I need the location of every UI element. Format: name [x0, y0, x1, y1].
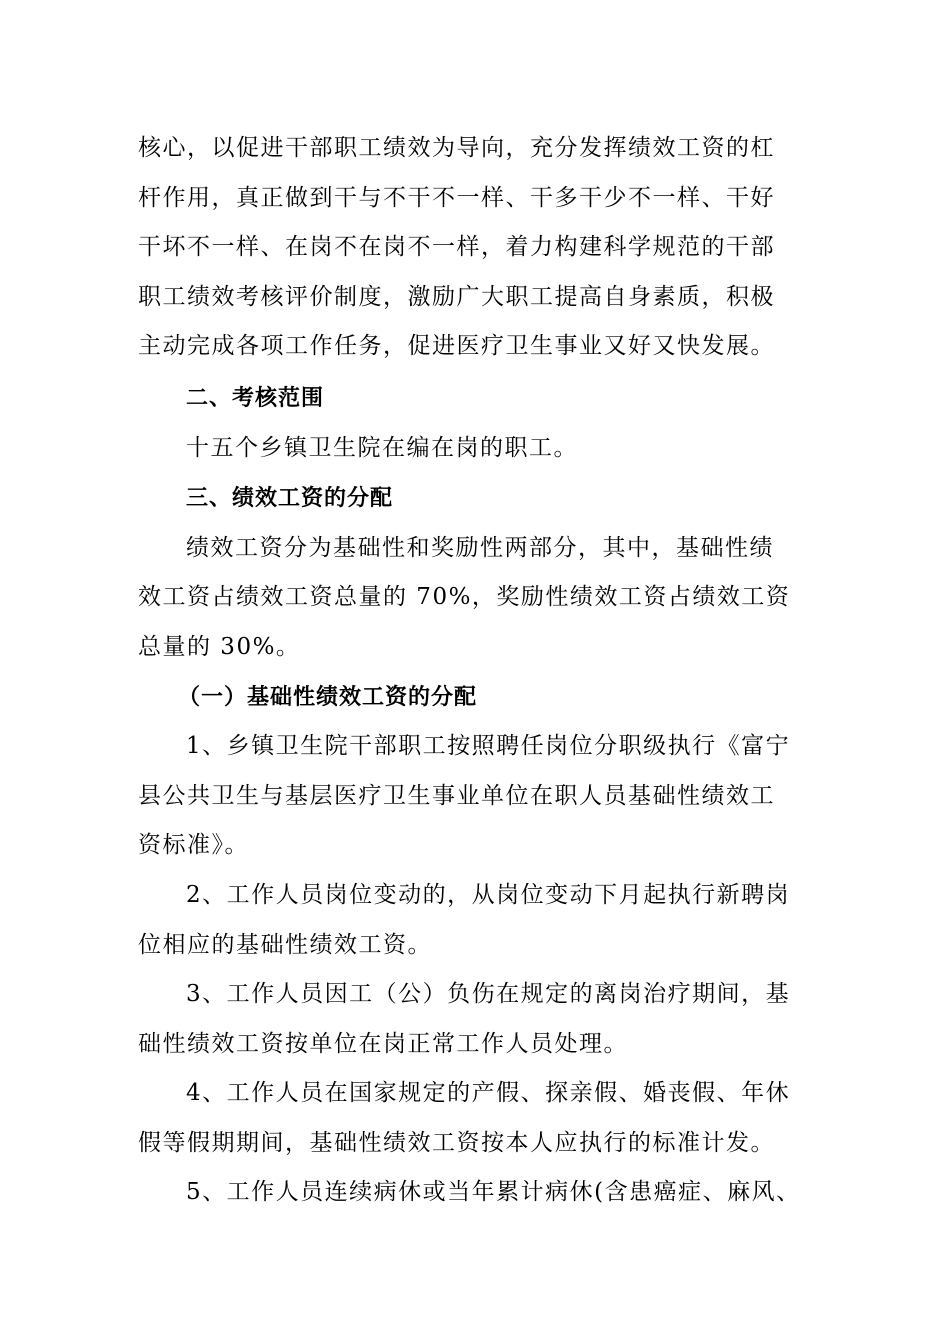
intro-line: 干坏不一样、在岗不在岗不一样，着力构建科学规范的干部 [138, 234, 775, 260]
section2-heading: 二、考核范围 [186, 386, 325, 411]
subsection1-heading: （一）基础性绩效工资的分配 [178, 685, 478, 710]
section2-text: 十五个乡镇卫生院在编在岗的职工。 [186, 434, 578, 461]
section3-line: 效工资占绩效工资总量的 70%，奖励性绩效工资占绩效工资 [138, 584, 791, 610]
section3-line: 总量的 30%。 [138, 633, 301, 660]
section2 [138, 374, 818, 473]
subsection1 [138, 673, 818, 723]
item3-line: 3、工作人员因工（公）负伤在规定的离岗治疗期间，基 [186, 981, 791, 1007]
item1-line: 1、乡镇卫生院干部职工按照聘任岗位分职级执行《富宁 [186, 733, 791, 759]
item1-line: 县公共卫生与基层医疗卫生事业单位在职人员基础性绩效工 [138, 782, 775, 809]
section3 [138, 474, 818, 672]
item2-line: 2、工作人员岗位变动的，从岗位变动下月起执行新聘岗 [186, 882, 791, 908]
item4-line: 假等假期期间，基础性绩效工资按本人应执行的标准计发。 [138, 1129, 775, 1156]
item3-paragraph [138, 970, 818, 1069]
section3-heading: 三、绩效工资的分配 [186, 486, 394, 511]
item1-paragraph [138, 722, 818, 871]
item1-line: 资标准》。 [138, 832, 249, 858]
item5-paragraph [138, 1168, 818, 1218]
intro-line: 主动完成各项工作任务，促进医疗卫生事业又好又快发展。 [138, 333, 775, 359]
intro-line: 职工绩效考核评价制度，激励广大职工提高自身素质，积极 [138, 283, 775, 310]
item4-line: 4、工作人员在国家规定的产假、探亲假、婚丧假、年休 [186, 1080, 791, 1106]
item4-paragraph [138, 1069, 818, 1168]
item2-paragraph [138, 871, 818, 970]
item3-line: 础性绩效工资按单位在岗正常工作人员处理。 [138, 1030, 628, 1057]
item5-line: 5、工作人员连续病休或当年累计病休(含患癌症、麻风、 [186, 1179, 801, 1205]
section3-line: 绩效工资分为基础性和奖励性两部分，其中，基础性绩 [186, 534, 774, 561]
intro-paragraph [138, 124, 818, 372]
item2-line: 位相应的基础性绩效工资。 [138, 931, 432, 958]
intro-line: 核心，以促进干部职工绩效为导向，充分发挥绩效工资的杠 [138, 135, 775, 161]
intro-line: 杆作用，真正做到干与不干不一样、干多干少不一样、干好 [138, 184, 775, 211]
